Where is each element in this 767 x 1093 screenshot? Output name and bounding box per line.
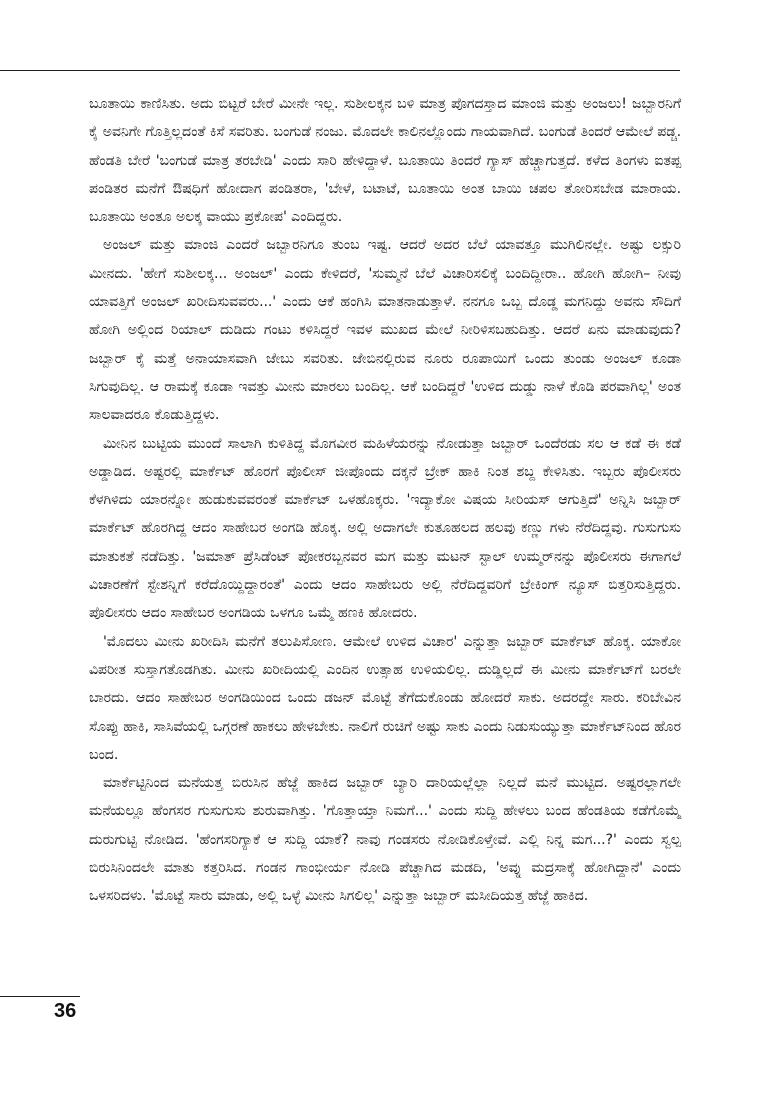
page-body xyxy=(89,90,681,911)
paragraph-3: ಮೀನಿನ ಬುಟ್ಟಿಯ ಮುಂದೆ ಸಾಲಾಗಿ ಕುಳಿತಿದ್ದ ಮೊಗವೀರ ಮಹಿಳೆಯರನ್ನು ನೋಡುತ್ತಾ ಜಬ್ಬಾರ್ ಒಂದೆರಡು ಸಲ ಆ ಕಡೆ ಈ ಕಡೆ ಅಡ್ಡಾಡಿದ. ಅಷ್ಟರಲ್ಲಿ ಮಾರ್ಕೆಟ್ ಹೊರಗೆ ಪೊಲೀಸ್ ಜೀಪೊಂದು ದಕ್ಕನೆ ಬ್ರೇಕ್ ಹಾಕಿ ನಿಂತ ಶಬ್ದ ಕೇಳಿಸಿತು. ಇಬ್ಬರು ಪೊಲೀಸರು ಕೆಳಗಿಳಿದು ಯಾರನ್ನೋ ಹುಡುಕುವವರಂತೆ ಮಾರ್ಕೆಟ್ ಒಳಹೊಕ್ಕರು. 'ಇದ್ಯಾಕೋ ವಿಷಯ ಸೀರಿಯಸ್ ಆಗುತ್ತಿದೆ' ಅನ್ನಿಸಿ ಜಬ್ಬಾರ್ ಮಾರ್ಕೆಟ್ ಹೊರಗಿದ್ದ ಆದಂ ಸಾಹೇಬರ ಅಂಗಡಿ ಹೊಕ್ಕ. ಅಲ್ಲಿ ಅದಾಗಲೇ ಕುತೂಹಲದ ಹಲವು ಕಣ್ಣು ಗಳು ನೆರೆದಿದ್ದವು. ಗುಸುಗುಸು ಮಾತುಕತೆ ನಡೆದಿತ್ತು. 'ಜಮಾತ್ ಪ್ರೆಸಿಡೆಂಟ್ ಪೋಕರಬ್ಬನವರ ಮಗ ಮತ್ತು ಮಟನ್ ಸ್ಟಾಲ್ ಉಮ್ಮರ್‌ನನ್ನು ಪೊಲೀಸರು ಈಗಾಗಲೆ ವಿಚಾರಣೆಗೆ ಸ್ಟೇಶನ್ನಿಗೆ ಕರೆದೊಯ್ದಿದ್ದಾರಂತೆ' ಎಂದು ಆದಂ ಸಾಹೇಬರು ಅಲ್ಲಿ ನೆರೆದಿದ್ದವರಿಗೆ ಬ್ರೇಕಿಂಗ್ ನ್ಯೂಸ್ ಬಿತ್ತರಿಸುತ್ತಿದ್ದರು. ಪೊಲೀಸರು ಆದಂ ಸಾಹೇಬರ ಅಂಗಡಿಯ ಒಳಗೂ ಒಮ್ಮೆ ಹಣಕಿ ಹೋದರು. xyxy=(89,435,681,622)
footer-rule xyxy=(0,996,80,997)
paragraph-1: ಬೂತಾಯಿ ಕಾಣಿಸಿತು. ಅದು ಬಿಟ್ಟರೆ ಬೇರೆ ಮೀನೇ ಇಲ್ಲ. ಸುಶೀಲಕ್ಕನ ಬಳಿ ಮಾತ್ರ ಪೊಗದಸ್ತಾದ ಮಾಂಜಿ ಮತ್ತು ಅಂಜಲು! ಜಬ್ಬಾರನಿಗೆ ಕೈ ಅವನಿಗೇ ಗೊತ್ತಿಲ್ಲದಂತೆ ಕಿಸೆ ಸವರಿತು. ಬಂಗುಡೆ ನಂಜು. ಮೊದಲೇ ಕಾಲಿನಲ್ಲೊಂದು ಗಾಯವಾಗಿದೆ. ಬಂಗುಡೆ ತಿಂದರೆ ಆಮೇಲೆ ಪಡ್ಚ. ಹೆಂಡತಿ ಬೇರೆ 'ಬಂಗುಡೆ ಮಾತ್ರ ತರಬೇಡಿ' ಎಂದು ಸಾರಿ ಹೇಳಿದ್ದಾಳೆ. ಬೂತಾಯಿ ತಿಂದರೆ ಗ್ಯಾಸ್ ಹೆಚ್ಚಾಗುತ್ತದೆ. ಕಳೆದ ತಿಂಗಳು ಐತಪ್ಪ ಪಂಡಿತರ ಮನೆಗೆ ಔಷಧಿಗೆ ಹೋದಾಗ ಪಂಡಿತರಾ, 'ಬೇಳೆ, ಬಟಾಟೆ, ಬೂತಾಯಿ ಅಂತ ಬಾಯಿ ಚಪಲ ತೋರಿಸಬೇಡ ಮಾರಾಯ. ಬೂತಾಯಿ ಅಂತೂ ಅಲಕ್ಕ ವಾಯು ಪ್ರಕೋಪ' ಎಂದಿದ್ದರು. xyxy=(89,96,681,226)
page-number: 36 xyxy=(54,1000,77,1022)
paragraph-5: ಮಾರ್ಕೆಟ್ಟಿನಿಂದ ಮನೆಯತ್ತ ಬಿರುಸಿನ ಹೆಜ್ಜೆ ಹಾಕಿದ ಜಬ್ಬಾರ್ ಬ್ಯಾರಿ ದಾರಿಯಲ್ಲೆಲ್ಲಾ ನಿಲ್ಲದೆ ಮನೆ ಮುಟ್ಟಿದ. ಅಷ್ಟರಲ್ಲಾಗಲೇ ಮನೆಯಲ್ಲೂ ಹೆಂಗಸರ ಗುಸುಗುಸು ಶುರುವಾಗಿತ್ತು. 'ಗೊತ್ತಾಯ್ತಾ ನಿಮಗೆ...' ಎಂದು ಸುದ್ದಿ ಹೇಳಲು ಬಂದ ಹೆಂಡತಿಯ ಕಡೆಗೊಮ್ಮೆ ದುರುಗುಟ್ಟಿ ನೋಡಿದ. 'ಹೆಂಗಸರಿಗ್ಯಾಕೆ ಆ ಸುದ್ದಿ ಯಾಕೆ? ನಾವು ಗಂಡಸರು ನೋಡಿಕೊಳ್ತೇವೆ. ಎಲ್ಲಿ ನಿನ್ನ ಮಗ...?' ಎಂದು ಸ್ವಲ್ಪ ಬಿರುಸಿನಿಂದಲೇ ಮಾತು ಕತ್ತರಿಸಿದ. ಗಂಡನ ಗಾಂಭೀರ್ಯ ನೋಡಿ ಪೆಚ್ಚಾಗಿದ ಮಡದಿ, 'ಅವ್ನು ಮದ್ರಸಾಕ್ಕೆ ಹೋಗಿದ್ದಾನೆ' ಎಂದು ಒಳಸರಿದಳು. 'ಮೊಟ್ಟೆ ಸಾರು ಮಾಡು, ಅಲ್ಲಿ ಒಳ್ಳೆ ಮೀನು ಸಿಗಲಿಲ್ಲ' ಎನ್ನುತ್ತಾ ಜಬ್ಬಾರ್ ಮಸೀದಿಯತ್ತ ಹೆಜ್ಜೆ ಹಾಕಿದ. xyxy=(89,775,681,905)
paragraph-4: 'ಮೊದಲು ಮೀನು ಖರೀದಿಸಿ ಮನೆಗೆ ತಲುಪಿಸೋಣ. ಆಮೇಲೆ ಉಳಿದ ವಿಚಾರ' ಎನ್ನುತ್ತಾ ಜಬ್ಬಾರ್ ಮಾರ್ಕೆಟ್ ಹೊಕ್ಕ. ಯಾಕೋ ವಿಪರೀತ ಸುಸ್ತಾಗತೊಡಗಿತು. ಮೀನು ಖರೀದಿಯಲ್ಲಿ ಎಂದಿನ ಉತ್ಸಾಹ ಉಳಿಯಲಿಲ್ಲ. ದುಡ್ಡಿಲ್ಲದೆ ಈ ಮೀನು ಮಾರ್ಕೆಟ್‌ಗೆ ಬರಲೇ ಬಾರದು. ಆದಂ ಸಾಹೇಬರ ಅಂಗಡಿಯಿಂದ ಒಂದು ಡಜನ್ ಮೊಟ್ಟೆ ತೆಗೆದುಕೊಂಡು ಹೋದರೆ ಸಾಕು. ಅದರದ್ದೇ ಸಾರು. ಕರಿಬೇವಿನ ಸೊಪ್ಪು ಹಾಕಿ, ಸಾಸಿವೆಯಲ್ಲಿ ಒಗ್ಗರಣೆ ಹಾಕಲು ಹೇಳಬೇಕು. ನಾಲಿಗೆ ರುಚಿಗೆ ಅಷ್ಟು ಸಾಕು ಎಂದು ನಿಡುಸುಯ್ಯುತ್ತಾ ಮಾರ್ಕೆಟ್‌ನಿಂದ ಹೊರ ಬಂದ. xyxy=(89,633,681,763)
header-rule xyxy=(0,70,680,71)
paragraph-2: ಅಂಜಲ್ ಮತ್ತು ಮಾಂಜಿ ಎಂದರೆ ಜಬ್ಬಾರನಿಗೂ ತುಂಬ ಇಷ್ಟ. ಆದರೆ ಅದರ ಬೆಲೆ ಯಾವತ್ತೂ ಮುಗಿಲಿನಲ್ಲೇ. ಅಷ್ಟು ಲಕ್ಸುರಿ ಮೀನದು. 'ಹೇಗೆ ಸುಶೀಲಕ್ಕ... ಅಂಜಲ್' ಎಂದು ಕೇಳಿದರೆ, 'ಸುಮ್ಮನೆ ಬೆಲೆ ವಿಚಾರಿಸಲಿಕ್ಕೆ ಬಂದಿದ್ದೀರಾ.. ಹೋಗಿ ಹೋಗಿ– ನೀವು ಯಾವತ್ತಿಗೆ ಅಂಜಲ್ ಖರೀದಿಸುವವರು...' ಎಂದು ಆಕೆ ಹಂಗಿಸಿ ಮಾತನಾಡುತ್ತಾಳೆ. ನನಗೂ ಒಬ್ಬ ದೊಡ್ಡ ಮಗನಿದ್ದು ಅವನು ಸೌದಿಗೆ ಹೋಗಿ ಅಲ್ಲಿಂದ ರಿಯಾಲ್ ದುಡಿದು ಗಂಟು ಕಳಿಸಿದ್ದರೆ ಇವಳ ಮುಖದ ಮೇಲೆ ನೀರಿಳಿಸಬಹುದಿತ್ತು. ಆದರೆ ಏನು ಮಾಡುವುದು? ಜಬ್ಬಾರ್ ಕೈ ಮತ್ತೆ ಅನಾಯಾಸವಾಗಿ ಜೇಬು ಸವರಿತು. ಜೇಬಿನಲ್ಲಿರುವ ನೂರು ರೂಪಾಯಿಗೆ ಒಂದು ತುಂಡು ಅಂಜಲ್ ಕೂಡಾ ಸಿಗುವುದಿಲ್ಲ. ಆ ರಾಮಕ್ಕೆ ಕೂಡಾ ಇವತ್ತು ಮೀನು ಮಾರಲು ಬಂದಿಲ್ಲ. ಆಕೆ ಬಂದಿದ್ದರೆ 'ಉಳಿದ ದುಡ್ಡು ನಾಳೆ ಕೊಡಿ ಪರವಾಗಿಲ್ಲ' ಅಂತ ಸಾಲವಾದರೂ ಕೊಡುತ್ತಿದ್ದಳು. xyxy=(89,237,681,424)
